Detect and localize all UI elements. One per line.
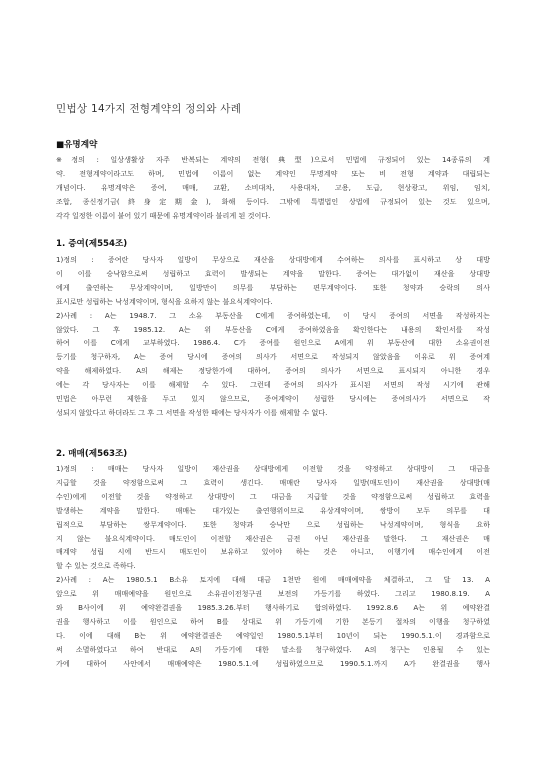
text-line: 조합, 종신정기금(終身定期金), 화해 등이다. 그밖에 특별법인 상법에 규정되어 있는 것도 있으며, (56, 196, 490, 206)
text-line: 매계약 성립 시에 반드시 매도인이 보유하고 있어야 하는 것은 아니고, 이행기에 매수인에게 이전 (56, 547, 490, 557)
text-line: 발생하는 계약을 말한다. 매매는 대가있는 출연행위이므로 유상계약이며, 쌍방이 모두 의무를 대 (56, 505, 490, 515)
text-line: 써 소멸하였다고 하여 반대로 A의 가등기에 대한 말소를 청구하였다. A의 청구는 인용될 수 있는 (56, 644, 490, 654)
section-heading-named-contract: ■유명계약 (56, 140, 98, 150)
section-heading-sale: 2. 매매(제563조) (56, 449, 128, 459)
text-line: 않았다. 그 후 1985.12. A는 위 부동산을 C에게 증여하였음을 확인한다는 내용의 확인서를 작성 (56, 324, 490, 334)
text-line: 지 않는 불요식계약이다. 매도인이 이전할 재산권은 금전 아닌 재산권을 말한다. 그 재산권은 매 (56, 533, 490, 543)
text-line: 1)정의 : 매매는 당사자 일방이 재산권을 상대방에게 이전할 것을 약정하고 상대방이 그 대금을 (56, 464, 490, 473)
text-line: 에는 각 당사자는 이를 해제할 수 있다. 그런데 증여의 의사가 표시된 서면의 작성 시기에 관해 (56, 380, 490, 390)
section-body-gift (56, 253, 490, 420)
text-line: 개념이다. 유명계약은 증여, 매매, 교환, 소비대차, 사용대차, 고용, 도급, 현상광고, 위임, 임치, (56, 182, 490, 192)
text-line: 립적으로 부담하는 쌍무계약이다. 또한 청약과 승낙만 으로 성립하는 낙성계약이며, 형식을 요하 (56, 519, 490, 529)
text-line: 수인)에게 이전할 것을 약정하고 상대방이 그 대금을 지급할 것을 약정함으로써 성립하고 효력을 (56, 491, 490, 501)
section-heading-gift: 1. 증여(제554조) (56, 239, 128, 249)
section-body-named-contract (56, 153, 490, 223)
text-line: 권을 행사하고 이를 원인으로 하여 B를 상대로 위 가등기에 기한 본등기 절차의 이행을 청구하였 (56, 616, 490, 626)
text-line: 앞으로 위 매매예약을 원인으로 소유권이전청구권 보전의 가등기를 하였다. 그리고 1980.8.19. A (56, 589, 490, 599)
text-line: 표시로만 성립하는 낙성계약이며, 형식을 요하지 않는 불요식계약이다. (56, 296, 273, 306)
text-line: 이 이를 승낙함으로써 성립하고 효력이 발생되는 계약을 말한다. 증여는 대가없이 재산을 상대방 (56, 268, 490, 278)
text-line: 약. 전형계약이라고도 하며, 민법에 이름이 없는 계약인 무명계약 또는 비 전형 계약과 대립되는 (56, 168, 490, 178)
document-title: 민법상 14가지 전형계약의 정의와 사례 (56, 103, 242, 115)
text-line: 성되지 않았다고 하더라도 그 후 그 서면을 작성한 때에는 당사자가 이를 해제할 수 없다. (56, 407, 328, 417)
text-line: 할 수 있는 것으로 족하다. (56, 561, 136, 571)
text-line: 각각 일정한 이름이 붙어 있기 때문에 유명계약이라 불리게 된 것이다. (56, 210, 271, 220)
text-line: 2)사례 : A는 1980.5.1 B소유 토지에 대해 대금 1천만 원에 매매예약을 체결하고, 그 달 13. A (56, 575, 490, 585)
text-line: 다. 이에 대해 B는 위 예약완결권은 예약일인 1980.5.1부터 10년이 되는 1990.5.1.이 경과함으로 (56, 630, 490, 640)
text-line: 가에 대하여 사안에서 매매예약은 1980.5.1.에 성립하였으므로 1990.5.1.까지 A가 완결권을 행사 (56, 658, 490, 668)
text-line: 약을 해제하였다. A의 해제는 정당한가에 대하여, 증여의 의사가 서면으로 표시되지 아니한 경우 (56, 366, 490, 376)
text-line: ※정의 : 일상생활상 자주 반복되는 계약의 전형(典型)으로서 민법에 규정되어 있는 14종류의 계 (56, 155, 490, 164)
text-line: 1)정의 : 증여란 당사자 일방이 무상으로 재산을 상대방에게 수여하는 의사를 표시하고 상 대방 (56, 255, 490, 264)
text-line: 지급할 것을 약정함으로써 그 효력이 생긴다. 매매란 당사자 일방(매도인)이 재산권을 상대방(매 (56, 477, 490, 487)
text-line: 에게 출연하는 무상계약이며, 일방만이 의무를 부담하는 편무계약이다. 또한 청약과 승락의 의사 (56, 282, 490, 292)
text-line: 와 B사이에 위 예약완결권을 1985.3.26.부터 행사하기로 합의하였다. 1992.8.6 A는 위 예약완결 (56, 603, 490, 613)
text-line: 2)사례 : A는 1948.7. 그 소유 부동산을 C에게 증여하였는데, 이 당시 증여의 서면을 작성하지는 (56, 310, 490, 320)
text-line: 등기를 청구하자, A는 증여 당시에 증여의 의사가 서면으로 작성되지 않았음을 이유로 위 증여계 (56, 352, 490, 362)
section-body-sale (56, 462, 490, 671)
text-line: 하여 이를 C에게 교부하였다. 1986.4. C가 증여를 원인으로 A에게 위 부동산에 대한 소유권이전 (56, 338, 490, 348)
text-line: 민법은 아무런 제한을 두고 있지 않으므로, 증여계약이 성립한 당시에는 증여의사가 서면으로 작 (56, 394, 490, 404)
